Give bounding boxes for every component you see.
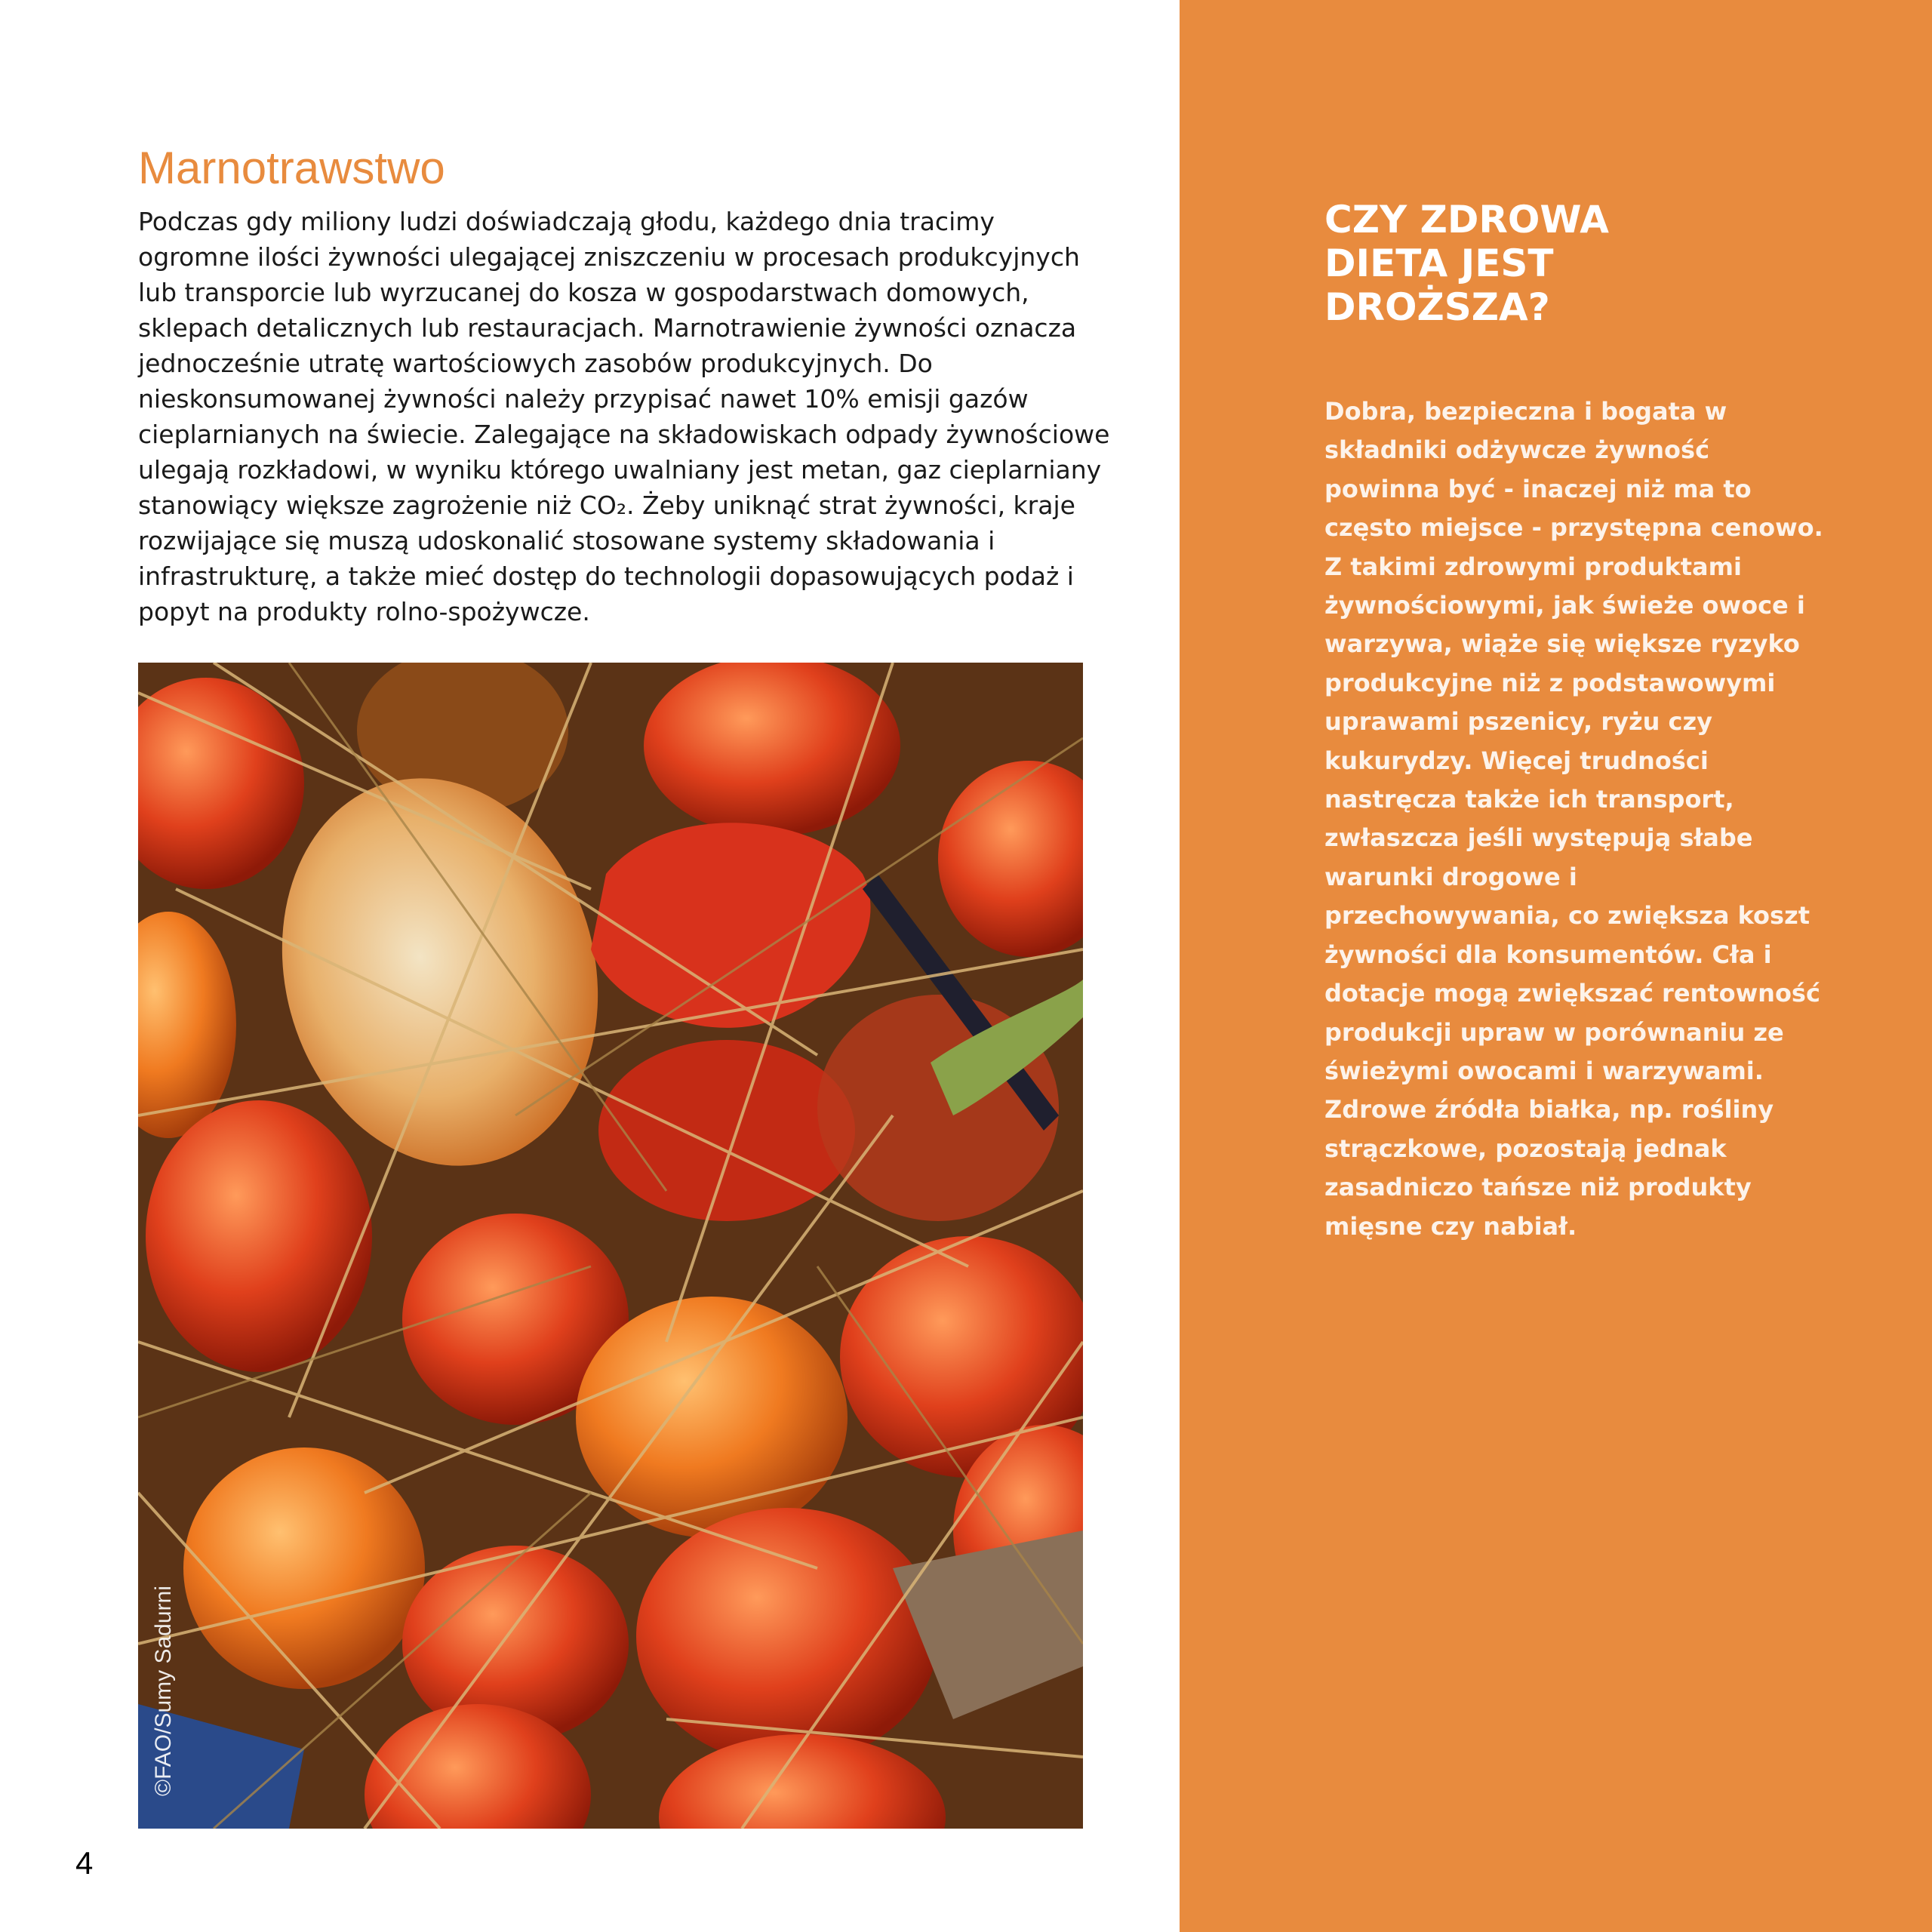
sidebar-title-line: DIETA JEST bbox=[1324, 242, 1554, 285]
paragraph-line: rozwijające się muszą udoskonalić stosowane systemy składowania i bbox=[138, 526, 995, 555]
tomato-waste-photo bbox=[138, 663, 1083, 1829]
paragraph-line: ulegają rozkładowi, w wyniku którego uwalniany jest metan, gaz cieplarniany bbox=[138, 455, 1102, 485]
sidebar-line: zwłaszcza jeśli występują słabe bbox=[1324, 823, 1753, 853]
page-number: 4 bbox=[75, 1845, 94, 1881]
sidebar-line: produkcji upraw w porównaniu ze bbox=[1324, 1017, 1784, 1047]
sidebar-line: produkcyjne niż z podstawowymi bbox=[1324, 668, 1776, 697]
sidebar-title-line: CZY ZDROWA bbox=[1324, 198, 1609, 242]
sidebar-title bbox=[1324, 198, 1609, 329]
sidebar-paragraph bbox=[1324, 392, 1913, 1246]
paragraph-line: jednocześnie utratę wartościowych zasobów produkcyjnych. Do bbox=[138, 349, 933, 378]
paragraph-line: nieskonsumowanej żywności należy przypisać nawet 10% emisji gazów bbox=[138, 384, 1029, 414]
sidebar-line: warunki drogowe i bbox=[1324, 862, 1577, 891]
sidebar-title-line: DROŻSZA? bbox=[1324, 285, 1550, 329]
paragraph-line: stanowiący większe zagrożenie niż CO₂. Żeby uniknąć strat żywności, kraje bbox=[138, 491, 1075, 520]
sidebar-line: powinna być - inaczej niż ma to bbox=[1324, 474, 1752, 503]
sidebar-line: żywnościowymi, jak świeże owoce i bbox=[1324, 591, 1805, 620]
sidebar-line: warzywa, wiąże się większe ryzyko bbox=[1324, 629, 1800, 659]
sidebar-line: Dobra, bezpieczna i bogata w bbox=[1324, 397, 1727, 426]
paragraph-line: sklepach detalicznych lub restauracjach. Marnotrawienie żywności oznacza bbox=[138, 313, 1077, 343]
sidebar-line: nastręcza także ich transport, bbox=[1324, 785, 1734, 814]
sidebar-line: zasadniczo tańsze niż produkty bbox=[1324, 1173, 1752, 1202]
sidebar-line: żywności dla konsumentów. Cła i bbox=[1324, 940, 1772, 969]
body-paragraph bbox=[138, 204, 1110, 629]
sidebar-line: mięsne czy nabiał. bbox=[1324, 1211, 1577, 1241]
sidebar-line: uprawami pszenicy, ryżu czy bbox=[1324, 707, 1712, 737]
sidebar-line: Zdrowe źródła białka, np. rośliny bbox=[1324, 1095, 1774, 1124]
paragraph-line: infrastrukturę, a także mieć dostęp do technologii dopasowujących podaż i bbox=[138, 561, 1074, 591]
sidebar-line: składniki odżywcze żywność bbox=[1324, 435, 1710, 465]
sidebar-line: przechowywania, co zwiększa koszt bbox=[1324, 901, 1810, 931]
photo-credit: ©FAO/Sumy Sadurni bbox=[151, 1586, 176, 1796]
sidebar-line: dotacje mogą zwiększać rentowność bbox=[1324, 979, 1820, 1008]
paragraph-line: lub transporcie lub wyrzucanej do kosza w gospodarstwach domowych, bbox=[138, 278, 1029, 307]
sidebar-line: świeżymi owocami i warzywami. bbox=[1324, 1056, 1764, 1085]
sidebar-line: kukurydzy. Więcej trudności bbox=[1324, 746, 1709, 775]
sidebar-line: strączkowe, pozostają jednak bbox=[1324, 1134, 1727, 1163]
sidebar-panel bbox=[1180, 0, 1932, 1932]
paragraph-line: ogromne ilości żywności ulegającej zniszczeniu w procesach produkcyjnych bbox=[138, 242, 1080, 272]
sidebar-line: często miejsce - przystępna cenowo. bbox=[1324, 513, 1823, 543]
paragraph-line: cieplarnianych na świecie. Zalegające na składowiskach odpady żywnościowe bbox=[138, 420, 1110, 449]
paragraph-line: Podczas gdy miliony ludzi doświadczają głodu, każdego dnia tracimy bbox=[138, 207, 995, 236]
sidebar-line: Z takimi zdrowymi produktami bbox=[1324, 552, 1742, 581]
page-title: Marnotrawstwo bbox=[138, 143, 445, 193]
paragraph-line: popyt na produkty rolno-spożywcze. bbox=[138, 597, 590, 626]
